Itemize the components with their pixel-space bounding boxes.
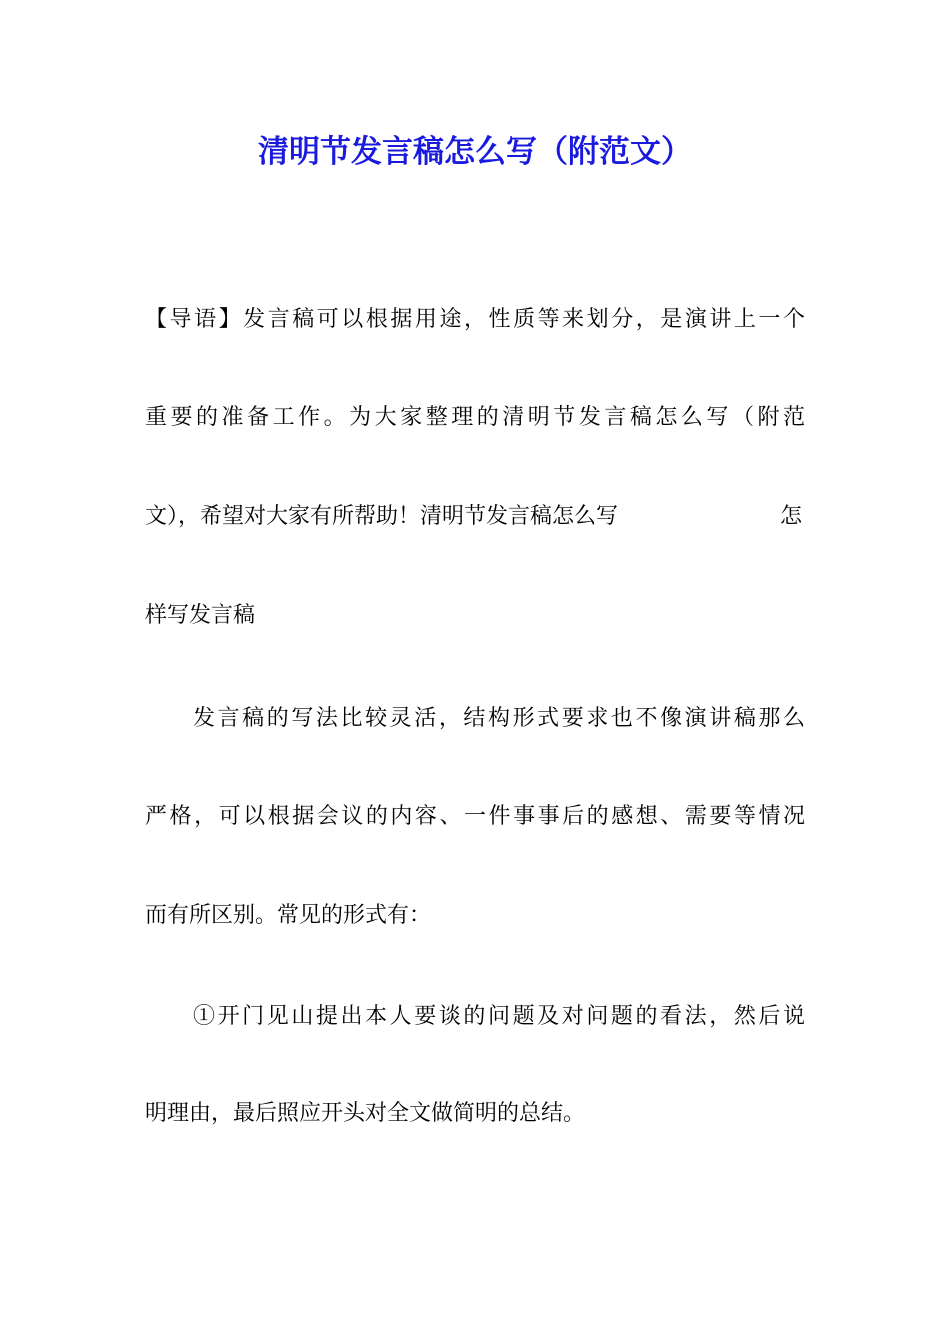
item-line-2: 明理由，最后照应开头对全文做简明的总结。 — [145, 1101, 586, 1126]
item-line-1: ①开门见山提出本人要谈的问题及对问题的看法，然后说 — [193, 1004, 805, 1029]
paragraph-line-3: 而有所区别。常见的形式有： — [145, 903, 432, 928]
intro-line-2: 重要的准备工作。为大家整理的清明节发言稿怎么写（附范 — [145, 405, 805, 430]
document-title: 清明节发言稿怎么写（附范文） — [258, 134, 692, 170]
intro-line-3-end: 怎 — [780, 504, 803, 529]
paragraph-line-1: 发言稿的写法比较灵活，结构形式要求也不像演讲稿那么 — [193, 706, 805, 731]
intro-line-4: 样写发言稿 — [145, 603, 256, 628]
paragraph-line-2: 严格，可以根据会议的内容、一件事事后的感想、需要等情况 — [145, 804, 805, 829]
intro-line-3: 文），希望对大家有所帮助！清明节发言稿怎么写 — [145, 504, 619, 529]
intro-line-1: 【导语】发言稿可以根据用途，性质等来划分，是演讲上一个 — [145, 307, 805, 332]
